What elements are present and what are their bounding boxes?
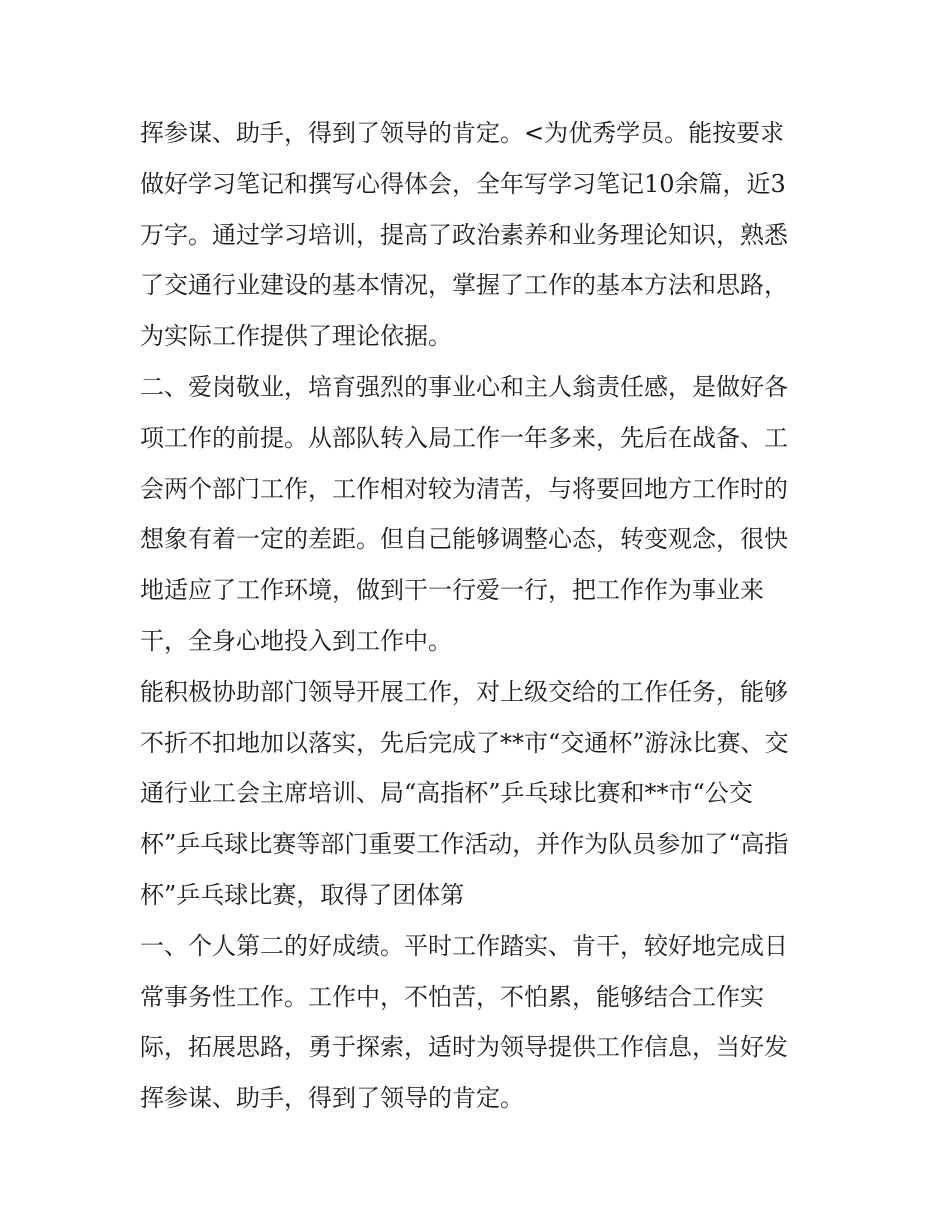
text-line: 杯”乒乓球比赛等部门重要工作活动，并作为队员参加了“高指 <box>140 830 789 859</box>
body-text <box>140 108 830 1124</box>
text-line: 想象有着一定的差距。但自己能够调整心态，转变观念，很快 <box>140 525 788 554</box>
text-line: 为实际工作提供了理论依据。 <box>140 322 452 351</box>
text-line: 通行业工会主席培训、局“高指杯”乒乓球比赛和**市“公交 <box>140 779 753 808</box>
text-line: 二、爱岗敬业，培育强烈的事业心和主人翁责任感，是做好各 <box>140 372 788 401</box>
text-line: 能积极协助部门领导开展工作，对上级交给的工作任务，能够 <box>140 677 788 706</box>
text-line: 做好学习笔记和撰写心得体会，全年写学习笔记10余篇，近3 <box>140 169 786 198</box>
text-line: 会两个部门工作，工作相对较为清苦，与将要回地方工作时的 <box>140 474 788 503</box>
text-line: 地适应了工作环境，做到干一行爱一行，把工作作为事业来 <box>140 576 764 605</box>
text-line: 了交通行业建设的基本情况，掌握了工作的基本方法和思路， <box>140 271 788 300</box>
text-line: 常事务性工作。工作中，不怕苦，不怕累，能够结合工作实 <box>140 982 764 1011</box>
text-line: 一、个人第二的好成绩。平时工作踏实、肯干，较好地完成日 <box>140 931 788 960</box>
text-line: 杯”乒乓球比赛，取得了团体第 <box>140 880 465 909</box>
text-line: 不折不扣地加以落实，先后完成了**市“交通杯”游泳比赛、交 <box>140 728 789 757</box>
text-line: 挥参谋、助手，得到了领导的肯定。 <box>140 1084 524 1113</box>
text-line: 干，全身心地投入到工作中。 <box>140 626 452 655</box>
text-line: 项工作的前提。从部队转入局工作一年多来，先后在战备、工 <box>140 423 788 452</box>
text-line: 万字。通过学习培训，提高了政治素养和业务理论知识，熟悉 <box>140 220 788 249</box>
text-line: 际，拓展思路，勇于探索，适时为领导提供工作信息，当好发 <box>140 1033 788 1062</box>
text-line: 挥参谋、助手，得到了领导的肯定。<为优秀学员。能按要求 <box>140 119 785 147</box>
